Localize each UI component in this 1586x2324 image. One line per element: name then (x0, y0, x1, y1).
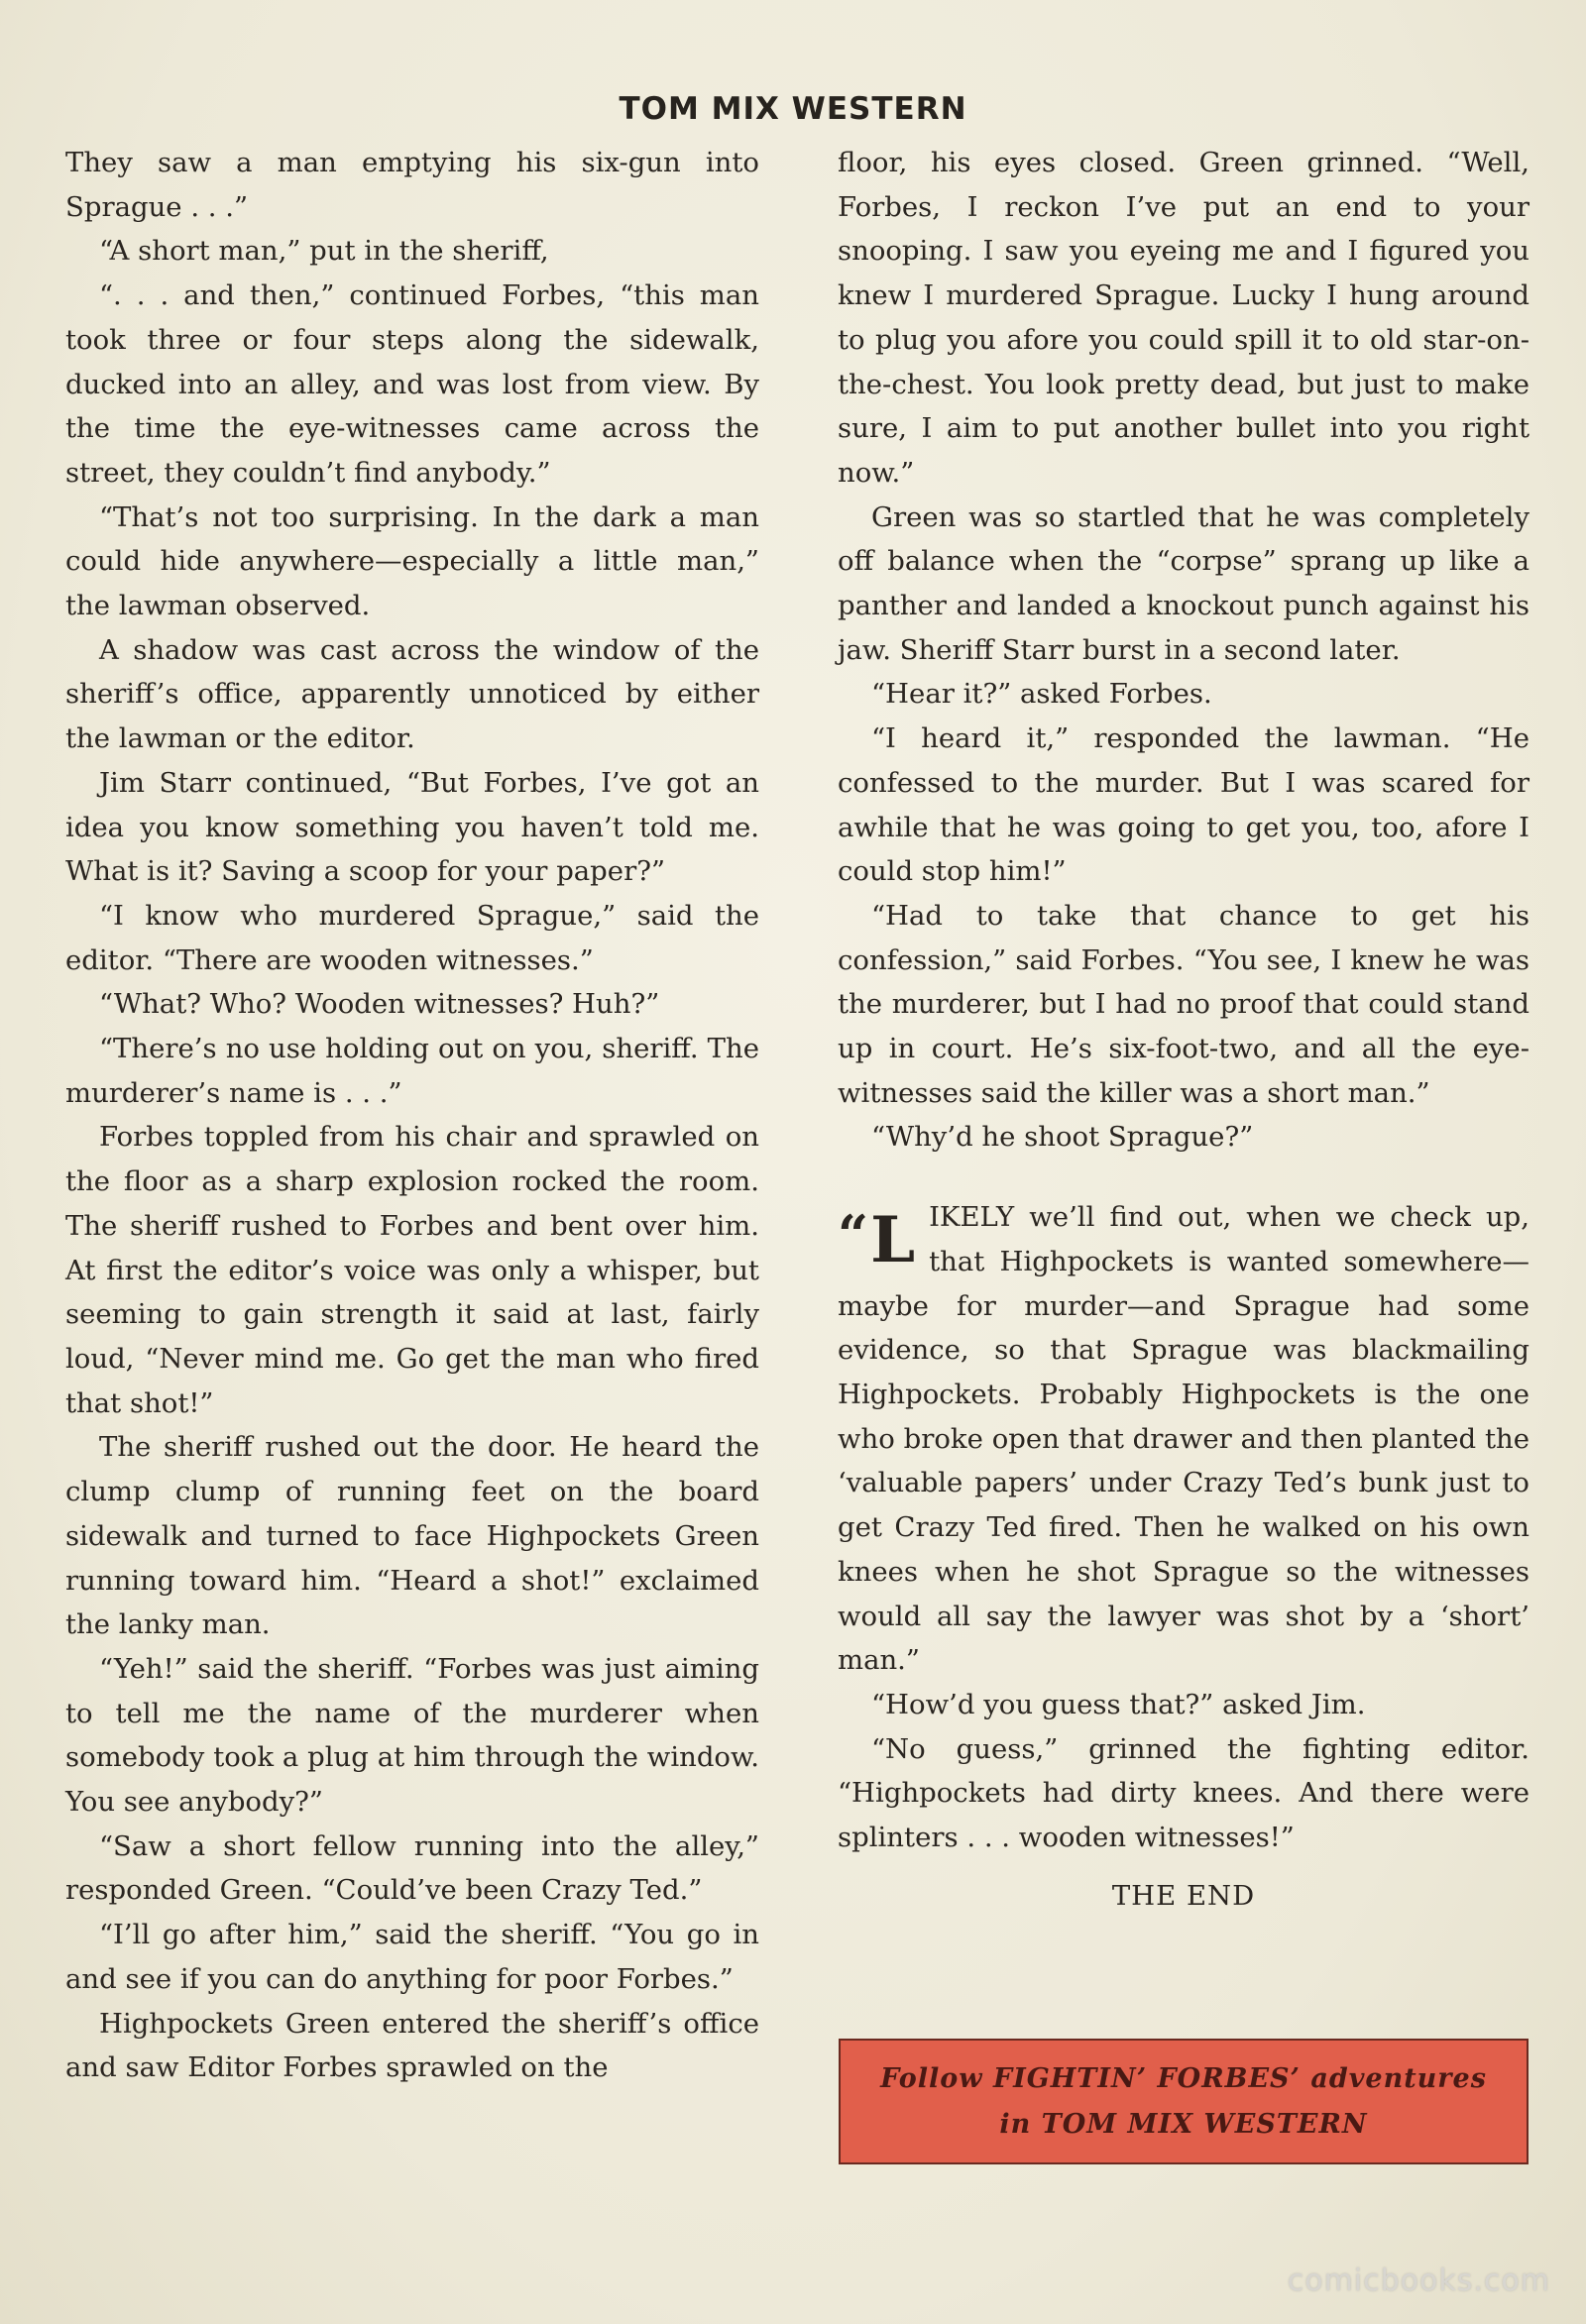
paragraph: “. . . and then,” continued Forbes, “this man took three or four steps along the sidewalk, ducked into an alley, and was lost from view. By the time the eye-witnesses came across the street, they couldn’t find anybody.” (65, 279, 759, 489)
paragraph: Highpockets Green entered the sheriff’s office and saw Editor Forbes sprawled on the (65, 2007, 759, 2084)
paragraph: “There’s no use holding out on you, sheriff. The murderer’s name is . . .” (65, 1033, 759, 1109)
paragraph: “Yeh!” said the sheriff. “Forbes was just aiming to tell me the name of the murderer when somebody took a plug at him through the window. You see anybody?” (65, 1652, 759, 1819)
paragraph: “That’s not too surprising. In the dark a man could hide anywhere—especially a little man,” the lawman observed. (65, 500, 759, 622)
paragraph: “Hear it?” asked Forbes. (871, 678, 1212, 711)
promo-line-1: Follow FIGHTIN’ FORBES’ adventures (880, 2062, 1487, 2094)
promo-line-2: in TOM MIX WESTERN (999, 2108, 1368, 2140)
drop-cap: “L (838, 1203, 916, 1278)
page-header: TOM MIX WESTERN (619, 91, 967, 127)
paragraph: “I heard it,” responded the lawman. “He confessed to the murder. But I was scared for awhile that he was going to get you, too, afore I could stop him!” (838, 722, 1529, 888)
paragraph: “Had to take that chance to get his confession,” said Forbes. “You see, I knew he was the murderer, but I had no proof that could stand up in court. He’s six-foot-two, and all the eye-witnesses said the killer was a short man.” (838, 899, 1529, 1109)
paragraph: Forbes toppled from his chair and sprawled on the floor as a sharp explosion rocked the room. The sheriff rushed to Forbes and bent over him. At first the editor’s voice was only a whisper, but seeming to gain strength it said at last, fairly loud, “Never mind me. Go get the man who fired that shot!” (65, 1121, 759, 1419)
right-column (838, 141, 1529, 1918)
paragraph: Green was so startled that he was completely off balance when the “corpse” sprang up like a panther and landed a knockout punch against his jaw. Sheriff Starr burst in a second later. (838, 500, 1529, 666)
paragraph: floor, his eyes closed. Green grinned. “Well, Forbes, I reckon I’ve put an end to your snooping. I saw you eyeing me and I figured you knew I murdered Sprague. Lucky I hung around to plug you afore you could spill it to old star-on-the-chest. You look pretty dead, but just to make sure, I aim to put another bullet into you right now.” (838, 147, 1529, 489)
promo-banner (839, 2039, 1529, 2164)
the-end-label: THE END (1111, 1879, 1256, 1912)
paragraph: They saw a man emptying his six-gun into Sprague . . .” (65, 147, 759, 223)
dropcap-paragraph-text: IKELY we’ll find out, when we check up, that Highpockets is wanted somewhere—maybe for murder—and Sprague had some evidence, so that Sprague was blackmailing Highpockets. Probably Highpockets is the one who broke open that drawer and then planted the ‘valuable papers’ under Crazy Ted’s bunk just to get Crazy Ted fired. Then he walked on his own knees when he shot Sprague so the witnesses would all say the lawyer was shot by a ‘short’ man.” (838, 1201, 1529, 1677)
paragraph: Jim Starr continued, “But Forbes, I’ve got an idea you know something you haven’t told me. What is it? Saving a scoop for your paper?” (65, 766, 759, 888)
paragraph: “Why’d he shoot Sprague?” (871, 1121, 1254, 1154)
paragraph: “Saw a short fellow running into the alley,” responded Green. “Could’ve been Crazy Ted.” (65, 1829, 759, 1907)
paragraph: “I know who murdered Sprague,” said the editor. “There are wooden witnesses.” (65, 899, 759, 976)
paragraph: The sheriff rushed out the door. He heard the clump clump of running feet on the board sidewalk and turned to face Highpockets Green running toward him. “Heard a shot!” exclaimed the lanky man. (65, 1431, 759, 1641)
paragraph: A shadow was cast across the window of the sheriff’s office, apparently unnoticed by either the lawman or the editor. (65, 633, 759, 755)
dropcap-paragraph (838, 1195, 1529, 1683)
paragraph: “A short man,” put in the sheriff, (99, 235, 549, 268)
paragraph: “How’d you guess that?” asked Jim. (871, 1688, 1366, 1720)
paragraph: “What? Who? Wooden witnesses? Huh?” (99, 988, 660, 1021)
watermark: comicbooks.com (1287, 2264, 1550, 2298)
paragraph: “I’ll go after him,” said the sheriff. “You go in and see if you can do anything for poor Forbes.” (65, 1919, 759, 1995)
paragraph: “No guess,” grinned the fighting editor. “Highpockets had dirty knees. And there were splinters . . . wooden witnesses!” (838, 1732, 1529, 1854)
left-column (65, 141, 759, 2090)
